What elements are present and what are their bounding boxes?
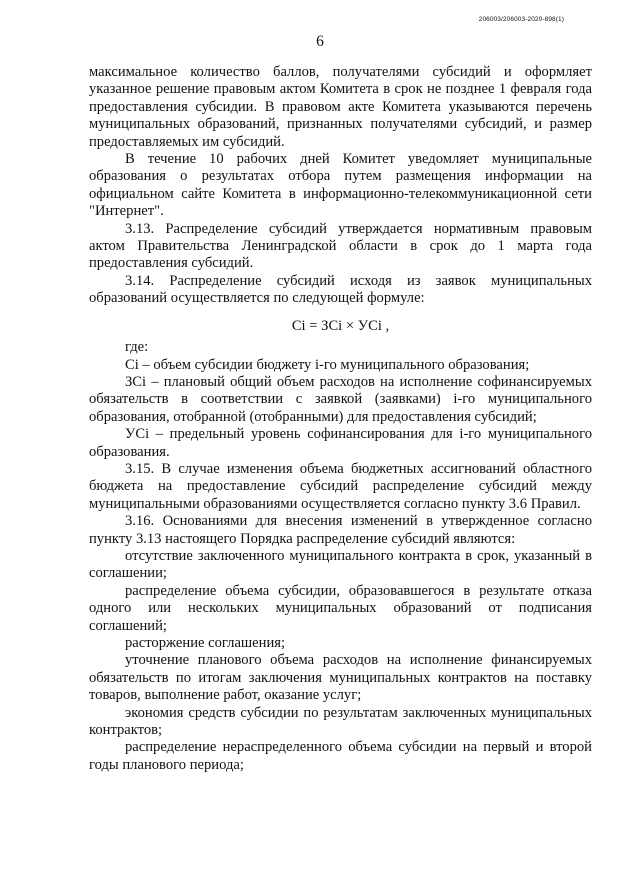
list-item: уточнение планового объема расходов на исполнение финансируемых обязательств по итогам заключения муниципальных контрактов на поставку товаров, выполнение работ, оказание услуг; [89,652,592,704]
list-item: экономия средств субсидии по результатам заключенных муниципальных контрактов; [89,704,592,739]
definition-zci: ЗCi – плановый общий объем расходов на исполнение софинансируемых обязательств в соответствии с заявкой (заявками) i-го муниципального образования, отобранной (отобранными) для предоставления субсидий; [89,373,592,425]
definition-ci: Ci – объем субсидии бюджету i-го муниципального образования; [125,356,530,373]
definition-where: где: [125,339,149,356]
paragraph-continuation: максимальное количество баллов, получателями субсидий и оформляет указанное решение правовым актом Комитета в срок не позднее 1 февраля года предоставления субсидии. В правовом акте Комитета указываются перечень муниципальных образований, признанных получателями субсидий, и размер предоставляемых им субсидий. [89,64,592,150]
paragraph-3-13: 3.13. Распределение субсидий утверждается нормативным правовым актом Правительства Ленинградской области в срок до 1 марта года предоставления субсидий. [89,220,592,272]
document-id: 206003/206003-2020-898(1) [478,16,564,23]
paragraph-notification: В течение 10 рабочих дней Комитет уведомляет муниципальные образования о результатах отбора путем размещения информации на официальном сайте Комитета в информационно-телекоммуникационной сети "Интернет". [89,151,592,220]
paragraph-3-15: 3.15. В случае изменения объема бюджетных ассигнований областного бюджета на предоставление субсидий распределение субсидий между муниципальными образованиями осуществляется согласно пункту 3.6 Правил. [89,460,592,512]
formula: Ci = ЗCi × УCi , [291,317,390,334]
list-item: распределение объема субсидии, образовавшегося в результате отказа одного или нескольких муниципальных образований от подписания соглашений; [89,582,592,634]
paragraph-3-14: 3.14. Распределение субсидий исходя из заявок муниципальных образований осуществляется по следующей формуле: [89,272,592,307]
paragraph-3-16: 3.16. Основаниями для внесения изменений в утвержденное согласно пункту 3.13 настоящего Порядка распределение субсидий являются: [89,513,592,547]
definition-uci: УCi – предельный уровень софинансирования для i-го муниципального образования. [89,426,592,460]
list-item: расторжение соглашения; [125,635,286,651]
list-item: распределение нераспределенного объема субсидии на первый и второй годы планового периода; [89,739,592,773]
list-item: отсутствие заключенного муниципального контракта в срок, указанный в соглашении; [89,547,592,582]
page-number: 6 [316,33,324,50]
document-body [89,64,592,774]
